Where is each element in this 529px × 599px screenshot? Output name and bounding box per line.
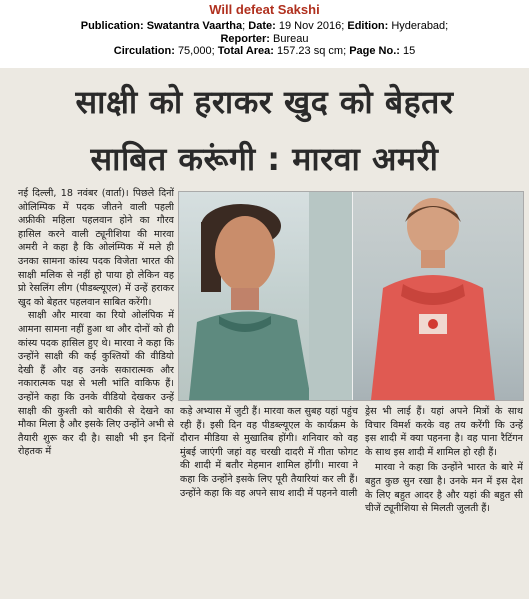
circulation-value: 75,000 — [177, 45, 212, 57]
area-label: Total Area: — [217, 45, 274, 57]
article-column-3 — [365, 405, 523, 595]
reporter-label: Reporter: — [220, 33, 270, 45]
date-value: 19 Nov 2016 — [278, 20, 342, 32]
clipping-title: Will defeat Sakshi — [209, 2, 320, 17]
column-1-paragraph-2: साक्षी और मारवा का रियो ओलंपिक में आमना सामना नहीं हुआ था और दोनों को ही कांस्य पदक हासिल हुए थे। मारवा ने कहा कि उन्होंने साक्षी की कई कुश्तियों की वीडियो देखी हैं और वह उनके सकारात्मक और नकारात्मक पक्ष से भली भांति वाकिफ हैं। उन्होंने कहा कि उनके वीडियो देखकर उन्हें साक्षी की कुश्ती को बारीकी से देखने का मौका मिला है और इसके लिए उन्होंने अभी से तैयारी शुरू कर दी है। साक्षी भी इन दिनों रोहतक में — [18, 310, 174, 458]
newspaper-clipping — [0, 68, 529, 599]
publication-value: Swatantra Vaartha — [146, 20, 243, 32]
sakshi-figure — [179, 192, 352, 400]
circulation-line: Circulation: 75,000; Total Area: 157.23 sq cm; Page No.: 15 — [113, 45, 416, 57]
page-value: 15 — [402, 45, 416, 57]
article-column-2: कड़े अभ्यास में जुटी हैं। मारवा कल सुबह यहां पहुंच रही हैं। इसी दिन वह पीडब्ल्यूएल के कार्यक्रम के दौरान मीडिया से मुखातिब होंगी। शनिवार को वह मुंबई जाएंगी जहां वह चरखी दादरी में गीता फोगट की शादी में बतौर मेहमान शामिल होंगी। मारवा ने कहा कि उन्होंने इसके लिए पूरी तैयारियां कर ली हैं। उन्होंने कहा कि वह अपने साथ शादी में पहनने वाली — [180, 406, 358, 499]
publication-label: Publication: — [80, 20, 144, 32]
article-column-1 — [18, 187, 174, 597]
reporter-line — [0, 33, 529, 45]
column-3-paragraph-2: मारवा ने कहा कि उन्होंने भारत के बारे में बहुत कुछ सुन रखा है। उनके मन में इस देश के लिए बहुत आदर है और यहां की बहुत सी चीजें ट्यूनीशिया से मिलती जुलती हैं। — [365, 462, 523, 515]
circulation-label: Circulation: — [113, 45, 175, 57]
date-label: Date: — [248, 20, 276, 32]
column-1-paragraph-1: नई दिल्ली, 18 नवंबर (वार्ता)। पिछले दिनों ओलिम्पिक में पदक जीतने वाली पहली अफ्रीकी महिला पहलवान होने का गौरव हासिल करने वाली ट्यूनीशिया की मारवा अमरी ने कहा है कि ओलंम्पिक में मले ही उनका सामना कांस्य पदक विजेता भारत की साक्षी मलिक से नहीं हो पाया हो लेकिन वह प्रो रेसलिंग लीग (पीडब्ल्यूएल) में उन्हें हराकर खुद को बेहतर पहलवान साबित करेंगी। — [18, 188, 174, 308]
edition-value: Hyderabad; — [391, 20, 449, 32]
clipping-header — [0, 0, 529, 64]
reporter-value: Bureau — [273, 33, 309, 45]
column-3-paragraph-1: ड्रेस भी लाई हैं। यहां अपने मित्रों के साथ विचार विमर्श करके वह तय करेंगी कि उन्हें इस शादी में क्या पहनना है। वह पाना रैटिंगन के साथ इस शादी में शामिल हो रही हैं। — [365, 406, 523, 458]
headline-line-2: साबित करूंगी : मारवा अमरी — [90, 140, 439, 178]
wrestlers-photo — [178, 191, 524, 401]
page-label: Page No.: — [349, 45, 400, 57]
photo-sakshi — [179, 192, 352, 400]
area-value: 157.23 sq cm — [277, 45, 344, 57]
publication-line: Publication: Swatantra Vaartha; Date: 19 Nov 2016; Edition: Hyderabad; — [80, 20, 449, 32]
marwa-figure — [353, 192, 523, 400]
edition-label: Edition: — [347, 20, 389, 32]
headline-line-1: साक्षी को हराकर खुद को बेहतर — [75, 83, 454, 121]
photo-marwa — [353, 192, 523, 400]
